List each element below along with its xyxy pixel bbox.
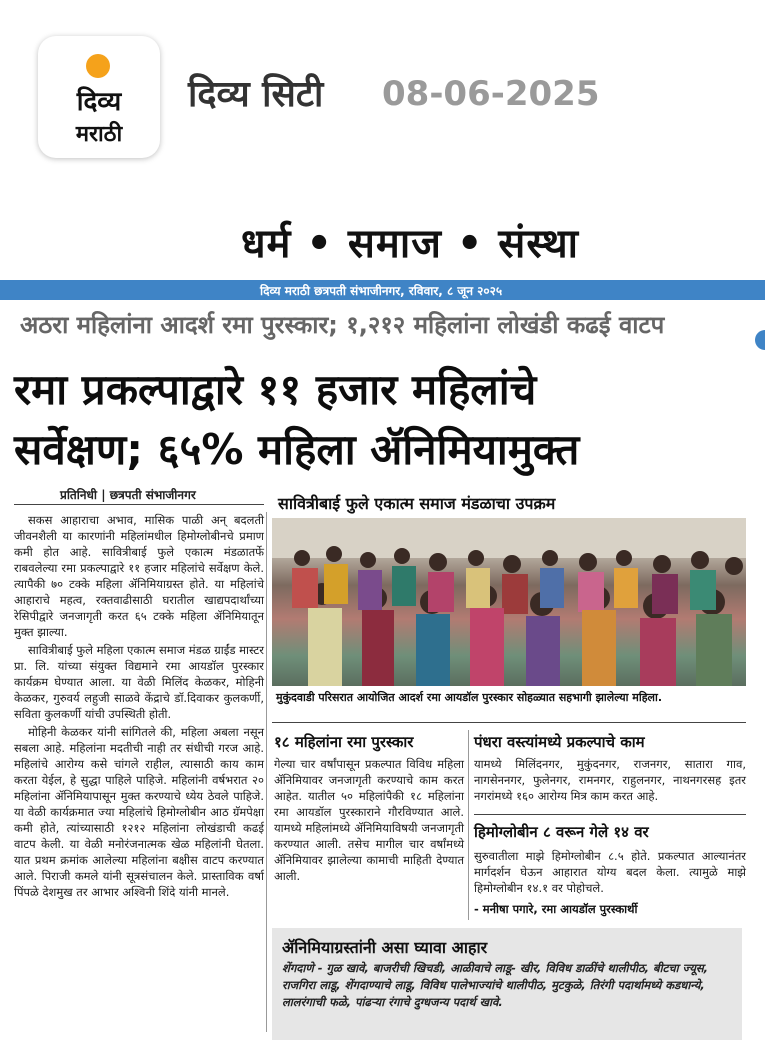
headline-line-1: रमा प्रकल्पाद्वारे ११ हजार महिलांचे	[14, 365, 537, 414]
byline: प्रतिनिधी | छत्रपती संभाजीनगर	[60, 488, 196, 502]
hemoglobin-text: सुरुवातीला माझे हिमोग्लोबीन ८.५ होते. प्रकल्पात आल्यानंतर मार्गदर्शन घेऊन आहारात योग्य बदल केला. त्यामुळे माझे हिमोग्लोबीन १४.१ वर पोहोचले.	[474, 849, 746, 895]
logo-text-line2: मराठी	[75, 122, 123, 147]
article-kicker: अठरा महिलांना आदर्श रमा पुरस्कार; १,२१२ महिलांना लोखंडी कढई वाटप	[20, 311, 665, 339]
photo-caption: मुकुंदवाडी परिसरात आयोजित आदर्श रमा आयडॉल पुरस्कार सोहळ्यात सहभागी झालेल्या महिला.	[276, 691, 663, 704]
column-divider	[468, 730, 469, 920]
left-column	[14, 512, 264, 902]
testimonial-attribution: - मनीषा पगारे, रमा आयडॉल पुरस्कार्थी	[474, 902, 638, 916]
awards-text: गेल्या चार वर्षांपासून प्रकल्पात विविध महिला ॲनिमियावर जनजागृती करण्याचे काम करत आहेत. यातील ५० महिलांपैकी १८ महिलांना रमा आयडॉल पुरस्काराने गौरविण्यात आले. यामध्ये महिलांमध्ये ॲनिमियाविषयी जनजागृती करण्यात आली. तसेच मागील चार वर्षांमध्ये ॲनिमियावर झालेल्या कामाची माहिती देण्यात आली.	[274, 757, 464, 883]
divider	[272, 722, 746, 723]
divider	[474, 814, 746, 815]
diet-tips-box	[272, 928, 742, 1040]
logo-text-line1: दिव्य	[76, 87, 122, 117]
event-photo	[272, 518, 746, 686]
diet-tips-text: शेंगदाणे - गुळ खावे, बाजरीची खिचडी, आळीवाचे लाडू- खीर, विविध डाळींचे थालीपीठ, बीटचा ज्यूस, राजगिरा लाडू, शेंगदाण्याचे लाडू, विविध पालेभाज्यांचे थालीपीठ, मुटकुळे, तिरंगी पदार्थामध्ये कडधान्ये, लालरंगाची फळे, पांढऱ्या रंगाचे दुग्धजन्य पदार्थ खावे.	[282, 961, 709, 1009]
page-next-tab[interactable]	[755, 330, 765, 350]
paragraph: सावित्रीबाई फुले महिला एकात्म समाज मंडळ ग्राईंड मास्टर प्रा. लि. यांच्या संयुक्त विद्यमाने रमा आयडॉल पुरस्कार कार्यक्रम घेण्यात आला. या वेळी मिलिंद केळकर, मोहिनी केळकर, गुरुवर्य लहुजी साळवे केंद्राचे डॉ.दिवाकर कुलकर्णी, सविता कुलकर्णी यांची उपस्थिती होती.	[14, 643, 264, 721]
edition-title: दिव्य सिटी	[188, 74, 324, 115]
divider	[14, 504, 264, 505]
paragraph: मोहिनी केळकर यांनी सांगितले की, महिला अबला नसून सबला आहे. महिलांना मदतीची नाही तर संधीची गरज आहे. महिलांचे आरोग्य कसे चांगले राहील, त्यासाठी काय काम करता येईल, हे सुद्धा पाहिले पाहिजे. महिलांनी वर्षभरात २० महिलांना ॲनिमियापासून मुक्त करण्याचे ध्येय ठेवले पाहिजे. या वेळी कार्यक्रमात ज्या महिलांचे हिमोग्लोबीन आठ ग्रॅमपेक्षा कमी होते, त्यांच्यासाठी १२१२ महिलांना लोखंडाची कढई वाटप केली. या वेळी मनोरंजनात्मक खेळ महिलांनी घेतला. यात प्रथम क्रमांक आलेल्या महिलांना बक्षीस वाटप करण्यात आले. पिराजी कमले यांनी सूत्रसंचालन केले. प्रास्ताविक वर्षा पिंपळे देशमुख तर आभार अश्विनी शिंदे यांनी मानले.	[14, 725, 264, 899]
edition-date[interactable]: 08-06-2025	[382, 74, 600, 114]
subhead-hemoglobin: हिमोग्लोबीन ८ वरून गेले १४ वर	[474, 823, 649, 841]
subhead-awards: १८ महिलांना रमा पुरस्कार	[274, 733, 414, 751]
masthead-text: दिव्य मराठी छत्रपती संभाजीनगर, रविवार, ८ जून २०२५	[260, 284, 503, 298]
masthead-band	[0, 280, 765, 300]
diet-tips-title: ॲनिमियाग्रस्तांनी असा घ्यावा आहार	[282, 938, 488, 957]
section-title: धर्म • समाज • संस्था	[240, 221, 580, 267]
crowd-illustration	[272, 518, 746, 686]
subhead-localities: पंधरा वस्त्यांमध्ये प्रकल्पाचे काम	[474, 733, 645, 751]
column-divider	[266, 512, 267, 1032]
headline-line-2: सर्वेक्षण; ६५% महिला ॲनिमियामुक्त	[14, 425, 580, 474]
app-logo	[38, 36, 160, 158]
paragraph: सकस आहाराचा अभाव, मासिक पाळी अन् बदलती जीवनशैली या कारणांनी महिलांमधील हिमोग्लोबीनचे प्रमाण कमी होत आहे. सावित्रीबाई फुले एकात्म मंडळातर्फे राबवलेल्या रमा प्रकल्पाद्वारे ११ हजार महिलांचे सर्वेक्षण केले. त्यापैकी ७० टक्के महिला ॲनिमियाग्रस्त होते. या महिलांचे आहाराचे महत्व, रक्तवाढीसाठी घरातील खाद्यपदार्थांच्या रेसिपीद्वारे जनजागृती करत ६५ टक्के महिला ॲनिमियातून मुक्त झाल्या.	[14, 513, 264, 639]
sun-icon	[86, 54, 110, 78]
photo-banner: सावित्रीबाई फुले एकात्म समाज मंडळाचा उपक्रम	[278, 494, 556, 513]
localities-text: यामध्ये मिलिंदनगर, मुकुंदनगर, राजनगर, सातारा गाव, नागसेननगर, फुलेनगर, रामनगर, राहुलनगर, नाथनगरसह इतर नगरांमध्ये १६० आरोग्य मित्र काम करत आहे.	[474, 757, 746, 803]
